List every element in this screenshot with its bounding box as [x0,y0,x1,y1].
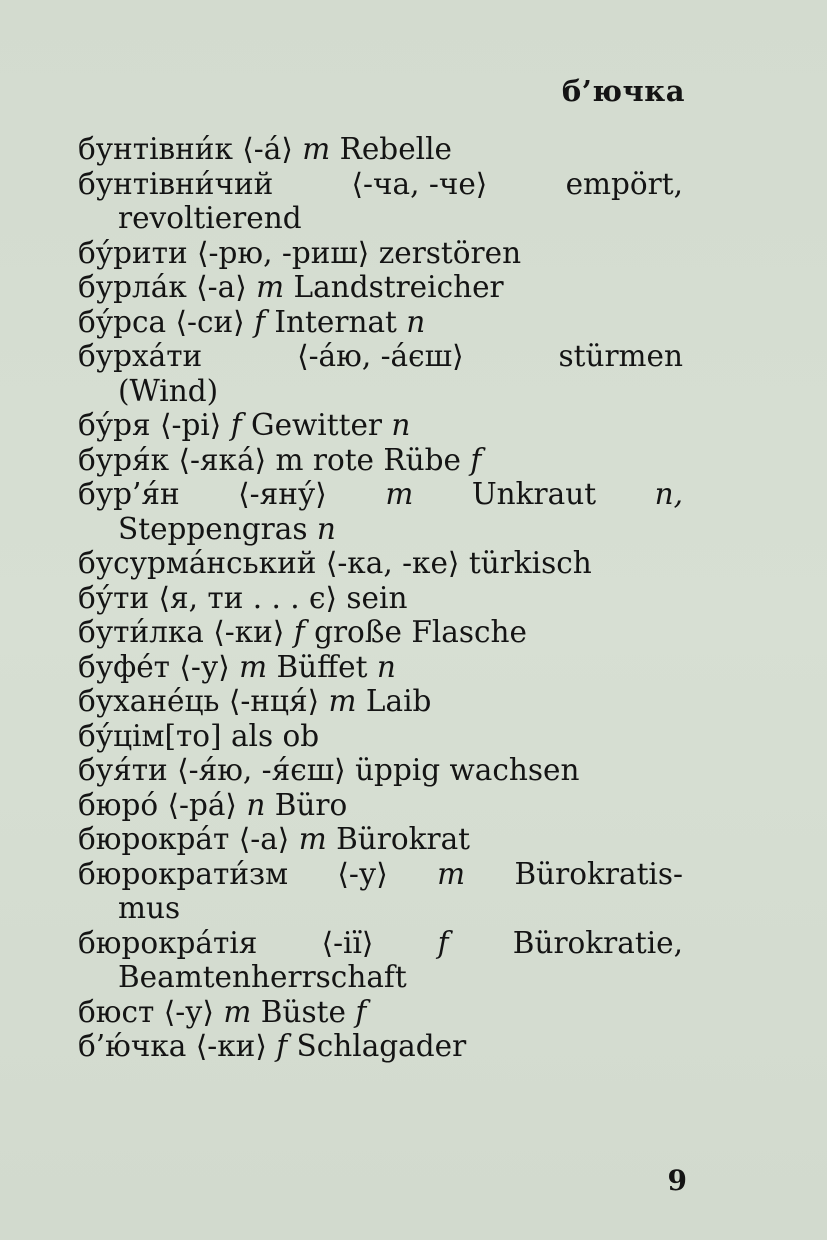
gender-marker: m [385,477,414,511]
translation: üppig wachsen [355,753,580,787]
dictionary-entry [78,132,683,167]
translation: rote Rübe [312,442,461,477]
gender-marker: m [275,442,304,477]
dictionary-entry [78,167,683,236]
dictionary-entry [78,822,683,857]
headword: буя́ти [78,753,168,787]
headword: бути́лка [78,615,204,649]
gender-marker: m [328,684,357,718]
headword: бусурма́нський [78,546,317,580]
gender-marker: m [223,994,252,1029]
inflection-forms: ⟨я, ти . . . є⟩ [158,580,338,615]
translation: große Flasche [314,615,527,649]
dictionary-entry [78,719,683,754]
dictionary-entry [78,477,683,546]
headword: бу́ря [78,408,151,442]
inflection-forms: ⟨-я́ю, -я́єш⟩ [177,753,346,787]
headword: бунтівни́к [78,132,233,166]
inflection-forms: ⟨-а⟩ [196,270,247,304]
translation: Laib [365,684,432,718]
gender-marker: m [298,822,327,856]
headword: бурла́к [78,270,187,304]
translation: sein [346,580,408,615]
headword: бюрократи́зм [78,856,289,891]
inflection-forms: ⟨-а⟩ [238,822,290,856]
translation: Rebelle [339,132,452,166]
gender-marker: f [276,1029,288,1063]
gender-marker: n [246,787,266,822]
inflection-forms: ⟨-ча, -че⟩ [351,166,488,201]
dictionary-entry [78,270,683,305]
headword: бу́цім[то] [78,718,222,753]
gender-marker: m [437,856,466,891]
dictionary-entry [78,788,683,823]
dictionary-entry [78,546,683,581]
headword: буфе́т [78,649,170,684]
translation-continuation: Beamtenherrschaft [118,960,407,994]
translation: Landstreicher [293,270,504,304]
inflection-forms: ⟨-ка, -ке⟩ [325,546,460,580]
translation: Bürokrat [336,822,471,856]
gender-marker: m [302,132,331,166]
headword: бухане́ць [78,684,220,718]
headword: буря́к [78,442,170,477]
trailing-gender-marker: n [391,408,411,442]
dictionary-entry [78,650,683,685]
trailing-gender-marker: n [376,649,396,684]
translation: Gewitter [251,408,383,442]
trailing-gender-marker: n, [654,477,683,511]
inflection-forms: ⟨-яну́⟩ [238,477,327,511]
inflection-forms: ⟨-ії⟩ [321,925,374,960]
translation-continuation: revoltierend [118,201,302,235]
headword: бурха́ти [78,339,203,373]
trailing-gender-marker: f [355,994,367,1029]
gender-marker: f [437,925,449,960]
headword: б’ю́чка [78,1029,187,1063]
headword: бунтівни́чий [78,166,274,201]
translation: türkisch [468,546,592,580]
translation-continuation: mus [118,891,181,925]
inflection-forms: ⟨-рю, -риш⟩ [197,235,370,270]
gender-marker: m [256,270,285,304]
inflection-forms: ⟨-у⟩ [163,994,215,1029]
headword: бур’я́н [78,477,180,511]
inflection-forms: ⟨-а́⟩ [242,132,293,166]
headword: бюст [78,994,155,1029]
dictionary-entry [78,236,683,271]
trailing-gender-marker: n [406,304,426,339]
translation: Internat [274,304,397,339]
dictionary-entry [78,753,683,788]
translation: als ob [230,718,320,753]
translation: Büro [274,787,348,822]
dictionary-entry [78,857,683,926]
inflection-forms: ⟨-ра́⟩ [167,787,237,822]
dictionary-entry [78,926,683,995]
inflection-forms: ⟨-си⟩ [175,304,245,339]
continuation-gender-marker: n [316,511,336,546]
translation-continuation [78,512,683,547]
dictionary-entry [78,443,683,478]
headword: бюрокра́т [78,822,230,856]
translation: Büste [260,994,346,1029]
headword: бу́рити [78,235,188,270]
inflection-forms: ⟨-а́ю, -а́єш⟩ [297,339,464,373]
inflection-forms: ⟨-рі⟩ [160,408,222,442]
dictionary-entry [78,684,683,719]
translation: Schlagader [296,1029,467,1063]
dictionary-entry [78,615,683,650]
entry-list [78,132,683,1064]
dictionary-entry [78,1029,683,1064]
inflection-forms: ⟨-ки⟩ [213,615,285,649]
translation: zerstören [378,235,522,270]
headword: бу́ти [78,580,150,615]
trailing-gender-marker: f [470,442,482,477]
translation: Büffet [276,649,368,684]
gender-marker: m [239,649,268,684]
inflection-forms: ⟨-у⟩ [179,649,230,684]
headword: бюро́ [78,787,159,822]
inflection-forms: ⟨-ки⟩ [195,1029,267,1063]
translation-continuation: (Wind) [118,373,219,408]
guide-word: б’ючка [561,74,685,108]
translation: Unkraut [471,477,597,511]
gender-marker: f [230,408,242,442]
dictionary-entry [78,408,683,443]
translation: Bürokratie, [512,925,683,960]
gender-marker: f [293,615,305,649]
page-number: 9 [667,1164,687,1197]
dictionary-entry [78,581,683,616]
dictionary-entry [78,995,683,1030]
dictionary-entry [78,339,683,408]
headword: бюрокра́тія [78,925,258,960]
gender-marker: f [254,304,265,339]
headword: бу́рса [78,304,167,339]
translation-continuation-text: Steppengras [118,511,308,546]
dictionary-entry [78,305,683,340]
translation: Bürokratis- [514,856,683,891]
inflection-forms: ⟨-у⟩ [337,856,388,891]
translation: stürmen [558,339,683,373]
inflection-forms: ⟨-яка́⟩ [178,442,267,477]
translation: empört, [565,166,683,201]
inflection-forms: ⟨-нця́⟩ [228,684,320,718]
